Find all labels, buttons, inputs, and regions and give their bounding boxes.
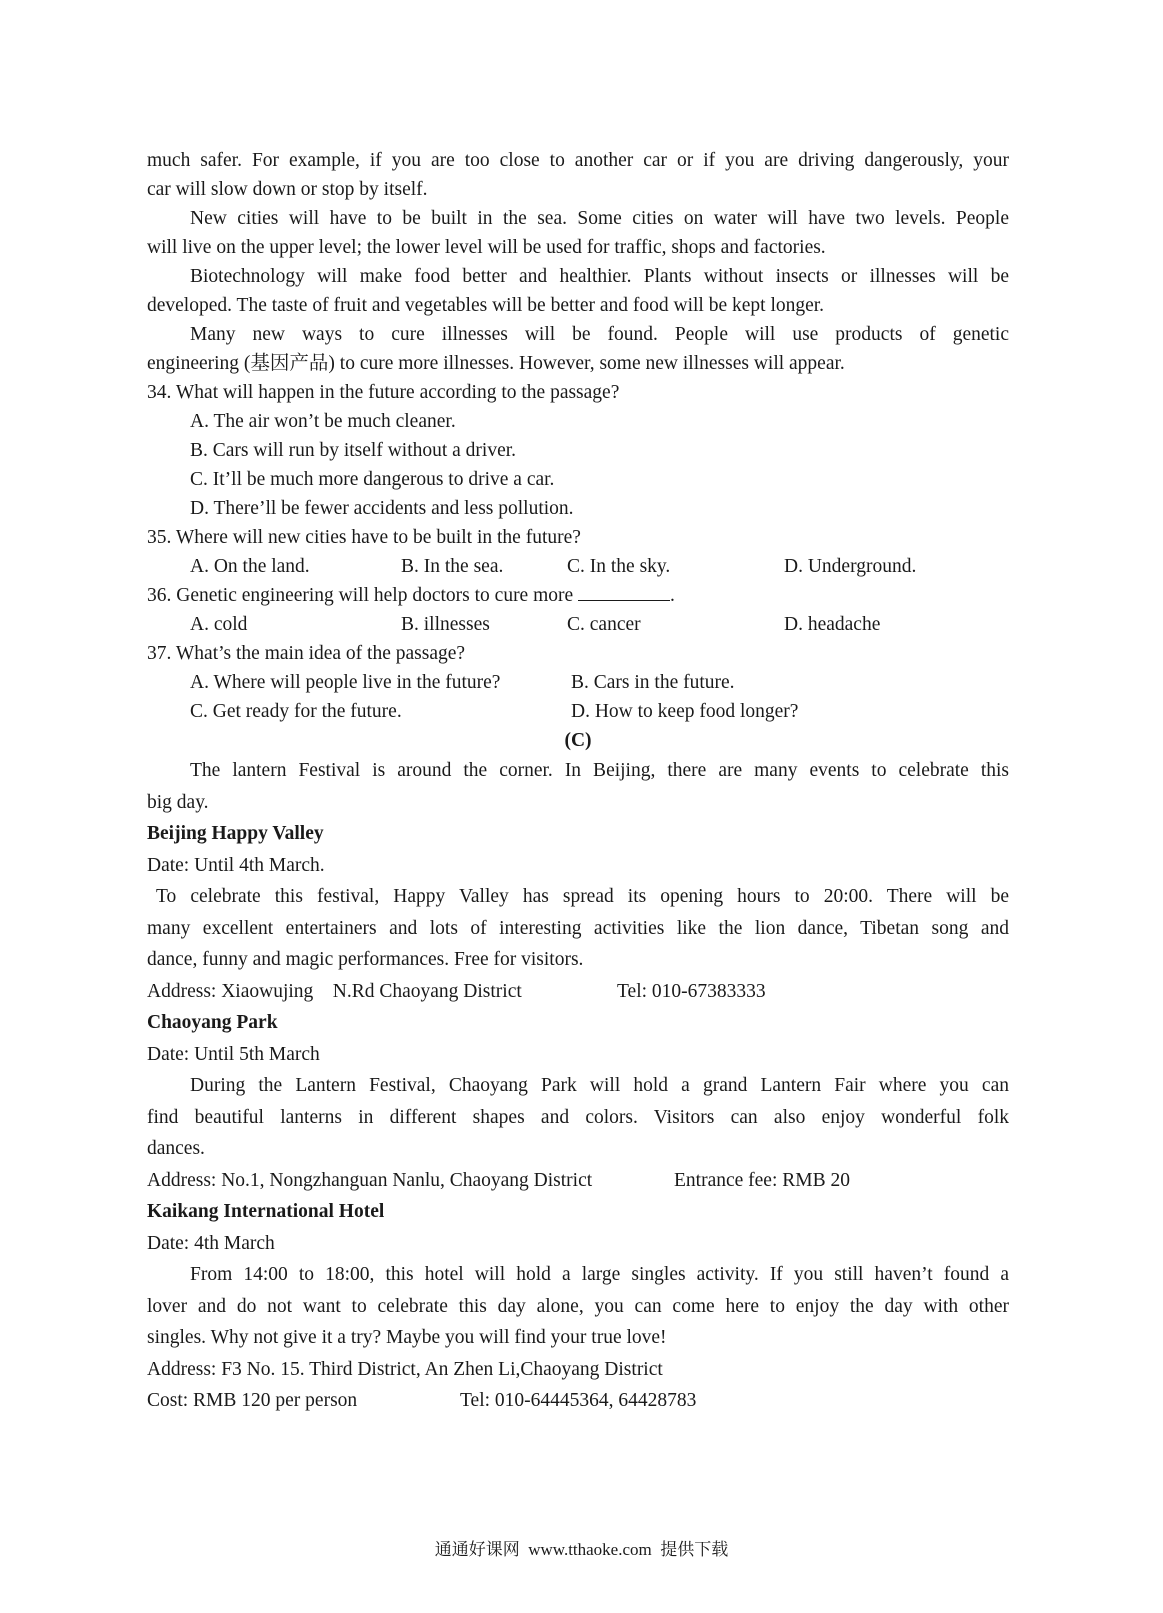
passage-line: New cities will have to be built in the sea. Some cities on water will have two levels. People <box>190 208 1009 229</box>
venue-3-address: Address: F3 No. 15. Third District, An Zhen Li,Chaoyang District <box>147 1358 663 1380</box>
venue-2-address: Address: No.1, Nongzhanguan Nanlu, Chaoyang District <box>147 1169 593 1191</box>
question-37-option-a: A. Where will people live in the future? <box>190 672 501 693</box>
venue-2-date: Date: Until 5th March <box>147 1043 320 1065</box>
question-37-options-row1 <box>147 668 1009 697</box>
venue-2-body-line: dances. <box>147 1138 205 1159</box>
venue-3-tel: Tel: 010-64445364, 64428783 <box>460 1390 697 1411</box>
question-35-options <box>147 552 1009 581</box>
venue-1-contact <box>147 976 1009 1008</box>
passage-line: much safer. For example, if you are too close to another car or if you are driving dangerously, your <box>147 150 1009 171</box>
question-34-option-a: A. The air won’t be much cleaner. <box>190 411 456 432</box>
passage-line: developed. The taste of fruit and vegetables will be better and food will be kept longer. <box>147 295 825 316</box>
question-37-option-d: D. How to keep food longer? <box>571 701 799 722</box>
question-36-stem <box>147 581 1009 610</box>
passage-line: car will slow down or stop by itself. <box>147 179 428 200</box>
venue-3-body-line: lover and do not want to celebrate this day alone, you can come here to enjoy the day with other <box>147 1295 1009 1317</box>
venue-2-body-line: During the Lantern Festival, Chaoyang Park will hold a grand Lantern Fair where you can <box>190 1075 1009 1096</box>
question-34-option-c: C. It’ll be much more dangerous to drive a car. <box>190 469 555 490</box>
venue-3-name: Kaikang International Hotel <box>147 1201 385 1222</box>
venue-1-body-line: many excellent entertainers and lots of interesting activities like the lion dance, Tibetan song and <box>147 917 1009 939</box>
venue-1-body-line: To celebrate this festival, Happy Valley has spread its opening hours to 20:00. There will be <box>156 886 1009 907</box>
question-34-stem: 34. What will happen in the future according to the passage? <box>147 382 620 403</box>
venue-3-date: Date: 4th March <box>147 1232 275 1254</box>
passage-line: will live on the upper level; the lower level will be used for traffic, shops and factories. <box>147 237 826 258</box>
question-35-option-a: A. On the land. <box>190 556 310 577</box>
venue-3-body-line: singles. Why not give it a try? Maybe you will find your true love! <box>147 1327 667 1348</box>
passage-line: Biotechnology will make food better and healthier. Plants without insects or illnesses will be <box>190 266 1009 287</box>
question-35-option-b: B. In the sea. <box>401 556 504 577</box>
question-37-stem: 37. What’s the main idea of the passage? <box>147 643 466 664</box>
section-c-label: (C) <box>564 730 592 751</box>
venue-1-date: Date: Until 4th March. <box>147 854 325 876</box>
question-36-options <box>147 610 1009 639</box>
venue-1-name: Beijing Happy Valley <box>147 823 324 844</box>
venue-2-contact <box>147 1165 1009 1197</box>
question-36-stem-end: . <box>670 585 675 606</box>
question-37-options-row2 <box>147 697 1009 726</box>
venue-2-name: Chaoyang Park <box>147 1012 278 1033</box>
question-36-option-a: A. cold <box>190 614 248 635</box>
venue-1-body-line: dance, funny and magic performances. Free for visitors. <box>147 949 584 970</box>
question-37-option-c: C. Get ready for the future. <box>190 701 402 722</box>
intro-line: big day. <box>147 791 209 813</box>
question-36-stem-text: 36. Genetic engineering will help doctors to cure more <box>147 585 574 606</box>
venue-1-address: Address: Xiaowujing N.Rd Chaoyang District <box>147 980 522 1002</box>
passage-line: engineering (基因产品) to cure more illnesses. However, some new illnesses will appear. <box>147 353 845 374</box>
answer-blank <box>578 583 670 601</box>
question-35-stem: 35. Where will new cities have to be built in the future? <box>147 527 581 548</box>
venue-3-body-line: From 14:00 to 18:00, this hotel will hold a large singles activity. If you still haven’t found a <box>190 1264 1009 1285</box>
question-35-option-c: C. In the sky. <box>567 556 671 577</box>
venue-1-tel: Tel: 010-67383333 <box>617 980 766 1002</box>
question-34-option-d: D. There’ll be fewer accidents and less pollution. <box>190 498 574 519</box>
question-36-option-b: B. illnesses <box>401 614 490 635</box>
venue-3-contact <box>147 1385 1009 1417</box>
question-37-option-b: B. Cars in the future. <box>571 672 735 693</box>
question-36-option-c: C. cancer <box>567 614 641 635</box>
footer-source: 通通好课网 www.tthaoke.com 提供下载 <box>434 1540 729 1559</box>
passage-line: Many new ways to cure illnesses will be found. People will use products of genetic <box>190 324 1009 345</box>
venue-2-fee: Entrance fee: RMB 20 <box>674 1169 850 1191</box>
exam-page <box>147 146 1009 1417</box>
intro-line: The lantern Festival is around the corner. In Beijing, there are many events to celebrate this <box>190 760 1009 781</box>
venue-2-body-line: find beautiful lanterns in different shapes and colors. Visitors can also enjoy wonderful folk <box>147 1106 1009 1128</box>
venue-3-cost: Cost: RMB 120 per person <box>147 1390 358 1411</box>
question-36-option-d: D. headache <box>784 614 881 635</box>
question-35-option-d: D. Underground. <box>784 556 917 577</box>
question-34-option-b: B. Cars will run by itself without a driver. <box>190 440 517 461</box>
